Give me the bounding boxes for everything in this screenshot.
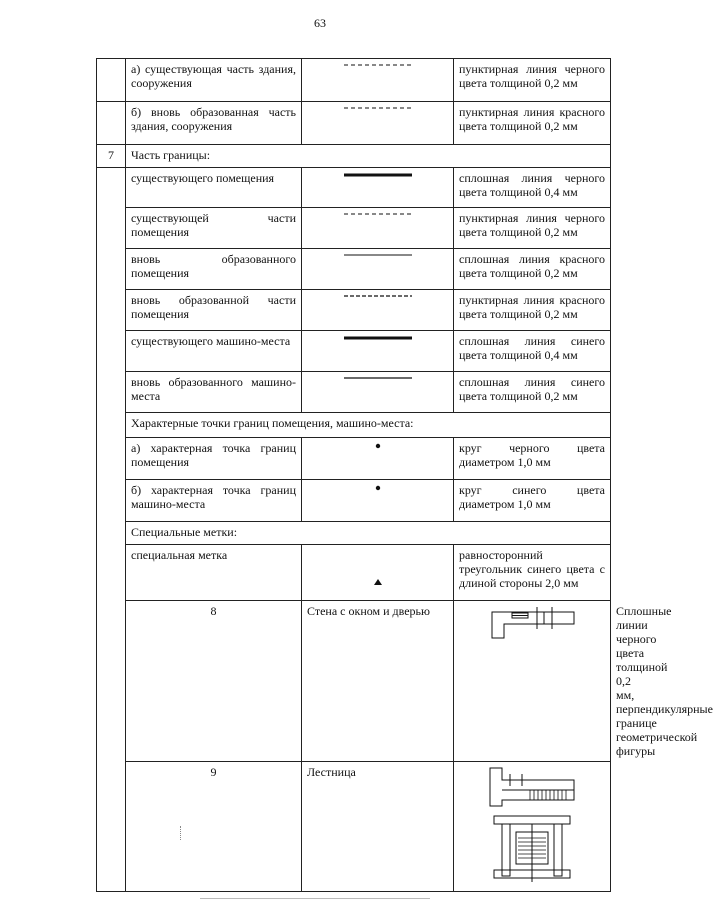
row-description: а) характерная точка границ помещения [126, 438, 302, 480]
symbol-cell [302, 480, 454, 522]
table-row [97, 480, 611, 522]
black-dot-symbol [373, 441, 383, 451]
dashed-line-symbol [338, 62, 418, 68]
scan-artifact [180, 826, 182, 840]
table-row [97, 762, 611, 892]
table-row [97, 331, 611, 372]
dashed-line-symbol [338, 293, 418, 299]
legend-table [96, 58, 713, 892]
symbol-cell [302, 545, 454, 601]
row-note: сплошная линия синего цвета толщиной 0,4 мм [454, 331, 611, 372]
staircase-plan-symbol [482, 814, 582, 884]
dashed-line-symbol [338, 105, 418, 111]
row-note: сплошная линия черного цвета толщиной 0,4 мм [454, 168, 611, 208]
table-row [97, 438, 611, 480]
table-row [97, 290, 611, 331]
section-title: Характерные точки границ помещения, машино-места: [126, 413, 611, 438]
section-title: Часть границы: [126, 145, 611, 168]
thin-solid-line-symbol [338, 252, 418, 258]
row-note: пунктирная линия черного цвета толщиной 0,2 мм [454, 59, 611, 102]
table-row [97, 522, 611, 545]
row-description: специальная метка [126, 545, 302, 601]
row-note: сплошная линия красного цвета толщиной 0,2 мм [454, 249, 611, 290]
symbol-cell [302, 208, 454, 249]
row-description: а) существующая часть здания, сооружения [126, 59, 302, 102]
triangle-mark-symbol [373, 578, 383, 586]
row-description: Стена с окном и дверью [302, 601, 454, 762]
symbol-cell [302, 102, 454, 145]
blue-dot-symbol [373, 483, 383, 493]
staircase-symbol [482, 766, 582, 810]
thick-solid-line-symbol [338, 171, 418, 179]
symbol-cell [302, 438, 454, 480]
dashed-line-symbol [338, 211, 418, 217]
row-description: существующей части помещения [126, 208, 302, 249]
table-row [97, 208, 611, 249]
row-note: сплошная линия синего цвета толщиной 0,2 мм [454, 372, 611, 413]
row-number-cell [97, 102, 126, 145]
row-description: б) вновь образованная часть здания, сооружения [126, 102, 302, 145]
table-row [97, 413, 611, 438]
row-description: б) характерная точка границ машино-места [126, 480, 302, 522]
row-number-cell [97, 168, 126, 892]
row-description: вновь образованной части помещения [126, 290, 302, 331]
symbol-cell [302, 331, 454, 372]
scan-artifact [200, 898, 430, 899]
table-row [97, 372, 611, 413]
row-note: пунктирная линия черного цвета толщиной 0,2 мм [454, 208, 611, 249]
symbol-cell [302, 59, 454, 102]
symbol-cell [302, 372, 454, 413]
symbol-cell [454, 762, 611, 892]
row-note: круг синего цвета диаметром 1,0 мм [454, 480, 611, 522]
table-row [97, 145, 611, 168]
table-row: 8 Стена с окном и дверью Сплошные линии черного цвета толщиной 0,2 мм, перпендикулярные границе геометрической фигуры [97, 601, 611, 762]
row-description: Лестница [302, 762, 454, 892]
symbol-cell [454, 601, 611, 762]
row-description: вновь образованного помещения [126, 249, 302, 290]
symbol-cell [302, 249, 454, 290]
row-number: 8 [126, 601, 302, 762]
row-description: существующего помещения [126, 168, 302, 208]
wall-window-door-symbol [482, 604, 582, 644]
thick-solid-line-symbol [338, 334, 418, 342]
row-number: 7 [97, 145, 126, 168]
table-row [97, 168, 611, 208]
table-row [97, 545, 611, 601]
row-note: пунктирная линия красного цвета толщиной 0,2 мм [454, 102, 611, 145]
table-row [97, 102, 611, 145]
page-number: 63 [314, 16, 326, 30]
row-description: вновь образованного машино-места [126, 372, 302, 413]
section-title: Специальные метки: [126, 522, 611, 545]
row-note: равносторонний треугольник синего цвета с длиной стороны 2,0 мм [454, 545, 611, 601]
row-number: 9 [126, 762, 302, 892]
thin-solid-line-symbol [338, 375, 418, 381]
table-row [97, 249, 611, 290]
row-number-cell [97, 59, 126, 102]
row-description: существующего машино-места [126, 331, 302, 372]
row-note: круг черного цвета диаметром 1,0 мм [454, 438, 611, 480]
symbol-cell [302, 168, 454, 208]
table-row [97, 59, 611, 102]
symbol-cell [302, 290, 454, 331]
row-note: пунктирная линия красного цвета толщиной 0,2 мм [454, 290, 611, 331]
